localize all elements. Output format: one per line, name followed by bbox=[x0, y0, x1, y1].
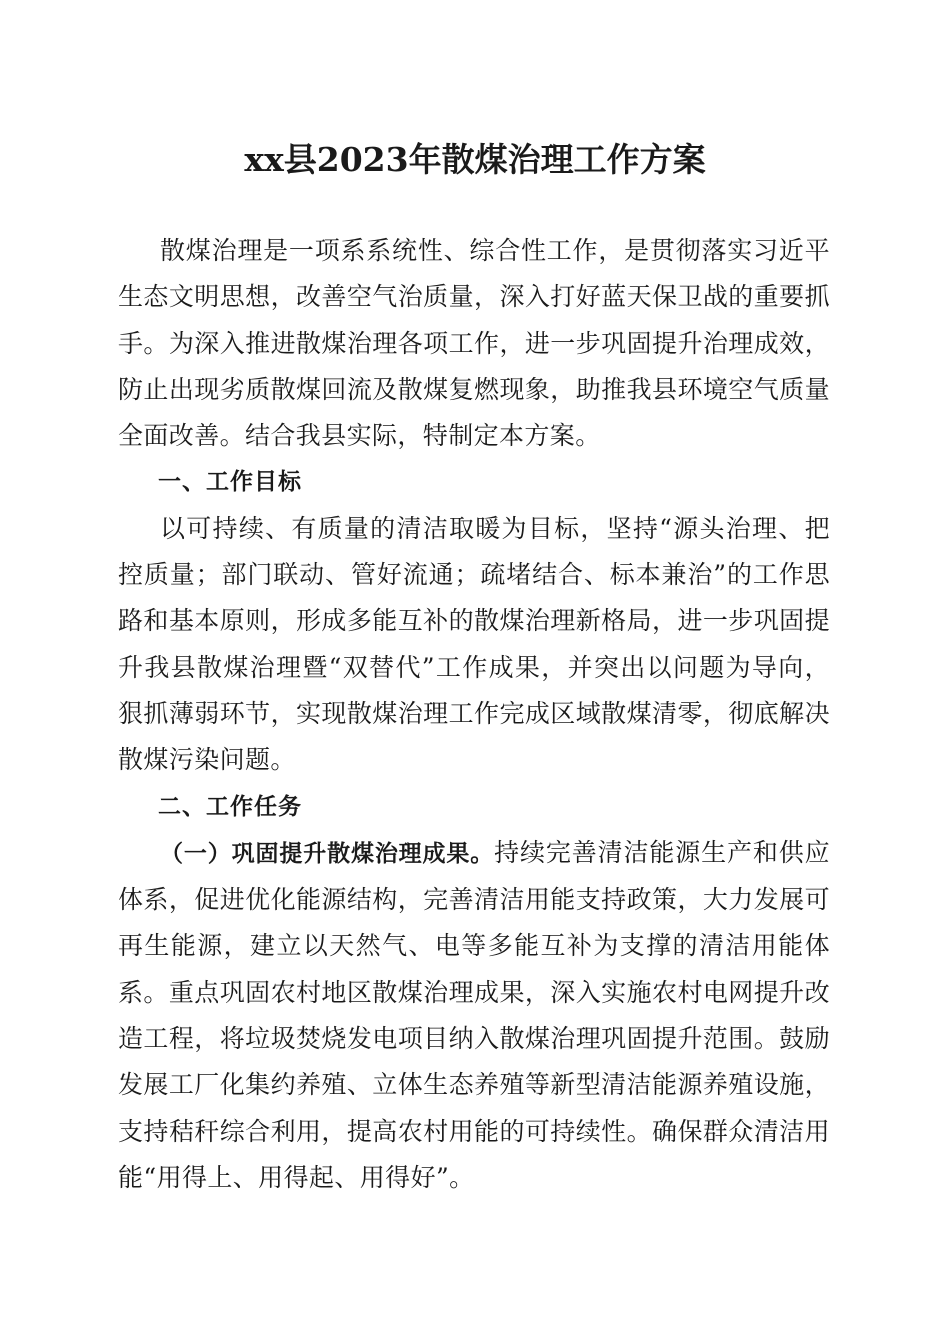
section-heading-goals: 一、工作目标 bbox=[158, 469, 302, 496]
task-item-1-text: 持续完善清洁能源生产和供应体系，促进优化能源结构，完善清洁用能支持政策，大力发展可再生能源，建立以天然气、电等多能互补为支撑的清洁用能体系。重点巩固农村地区散煤治理成果，深入实施农村电网提升改造工程，将垃圾焚烧发电项目纳入散煤治理巩固提升范围。鼓励发展工厂化集约养殖、立体生态养殖等新型清洁能源养殖设施，支持秸秆综合利用，提高农村用能的可持续性。确保群众清洁用能“用得上、用得起、用得好”。 bbox=[118, 837, 830, 1192]
task-item-1-lead: （一）巩固提升散煤治理成果。 bbox=[160, 840, 495, 867]
section-heading-tasks: 二、工作任务 bbox=[158, 793, 302, 820]
goals-paragraph: 以可持续、有质量的清洁取暖为目标，坚持“源头治理、把控质量；部门联动、管好流通；疏堵结合、标本兼治”的工作思路和基本原则，形成多能互补的散煤治理新格局，进一步巩固提升我县散煤治理暨“双替代”工作成果，并突出以问题为导向，狠抓薄弱环节，实现散煤治理工作完成区域散煤清零，彻底解决散煤污染问题。 bbox=[118, 513, 830, 775]
intro-paragraph: 散煤治理是一项系系统性、综合性工作，是贯彻落实习近平生态文明思想，改善空气治质量，深入打好蓝天保卫战的重要抓手。为深入推进散煤治理各项工作，进一步巩固提升治理成效，防止出现劣质散煤回流及散煤复燃现象，助推我县环境空气质量全面改善。结合我县实际，特制定本方案。 bbox=[118, 236, 830, 451]
document-body bbox=[118, 228, 830, 1201]
task-item-1-paragraph bbox=[118, 830, 830, 1201]
document-title: xx县2023年散煤治理工作方案 bbox=[244, 140, 706, 179]
